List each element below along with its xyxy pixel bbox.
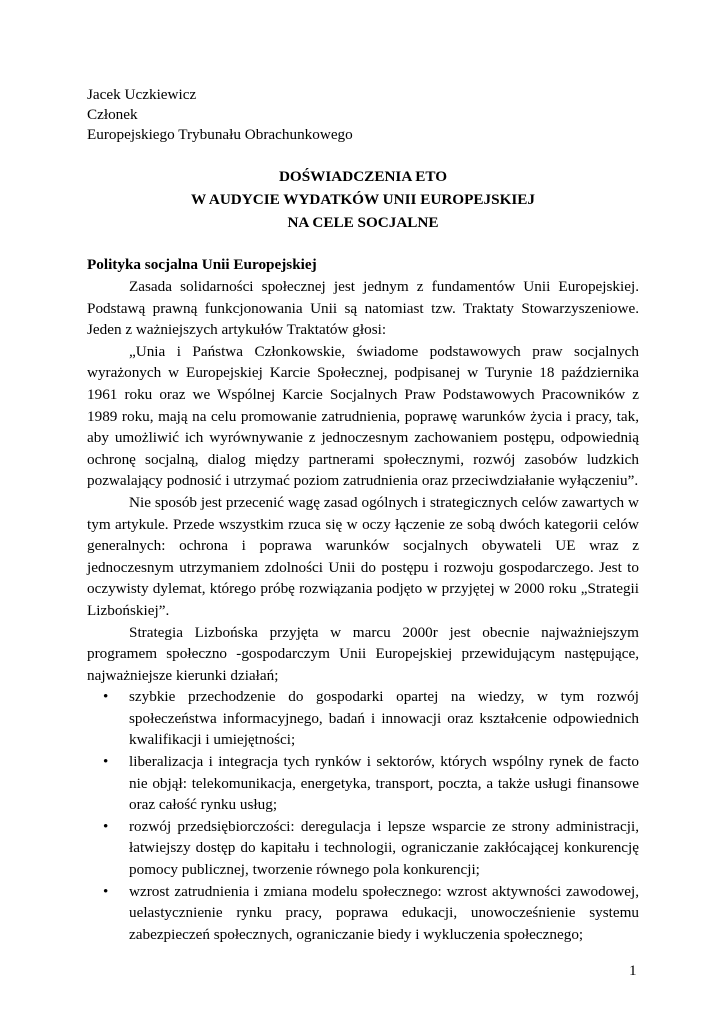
bullet-icon: • [103,688,109,706]
paragraph-quote: „Unia i Państwa Członkowskie, świadome podstawowych praw socjalnych wyrażonych w Europejskiej Karcie Społecznej, podpisanej w Turynie 18 października 1961 roku oraz we Wspólnej Karcie Socjalnych Praw Podstawowych Pracowników z 1989 roku, mają na celu promowanie zatrudnienia, poprawę warunków życia i pracy, tak, aby umożliwić ich wyrównywanie z jednoczesnym zachowaniem postępu, odpowiednią ochronę socjalną, dialog między partnerami społecznymi, rozwój zasobów ludzkich pozwalający podnosić i utrzymać poziom zatrudnienia oraz przeciwdziałanie wyłączeniu”. [87,342,639,490]
list-item-text: szybkie przechodzenie do gospodarki opartej na wiedzy, w tym rozwój społeczeństwa informacyjnego, badań i innowacji oraz kształcenie odpowiednich kwalifikacji i umiejętności; [129,688,639,749]
document-page [87,85,639,945]
list-item [87,816,639,881]
bullet-icon: • [103,882,109,900]
author-block [87,85,639,145]
author-role: Członek [87,106,138,123]
page-number: 1 [629,962,637,979]
section-heading: Polityka socjalna Unii Europejskiej [87,256,317,273]
list-item-text: rozwój przedsiębiorczości: deregulacja i lepsze wsparcie ze strony administracji, łatwiejszy dostęp do kapitału i technologii, ograniczanie zakłócającej konkurencję pomocy publicznej, tworzenie równego pola konkurencji; [129,817,639,879]
list-item-text: wzrost zatrudnienia i zmiana modelu społecznego: wzrost aktywności zawodowej, uelastycznienie rynku pracy, poprawa edukacji, unowocześnienie systemu zabezpieczeń społecznych, ograniczanie biedy i wykluczenia społecznego; [129,882,639,943]
title-line-2: W AUDYCIE WYDATKÓW UNII EUROPEJSKIEJ [190,191,536,208]
author-name: Jacek Uczkiewicz [87,86,197,103]
title-line-3: NA CELE SOCJALNE [287,214,439,231]
bullet-icon: • [103,753,109,771]
list-item-text: liberalizacja i integracja tych rynków i sektorów, których wspólny rynek de facto nie objął: telekomunikacja, energetyka, transport, poczta, a także usługi finansowe oraz całość rynku usług; [129,753,639,814]
document-title [87,165,639,234]
title-line-1: DOŚWIADCZENIA ETO [278,168,448,185]
list-item [87,751,639,816]
list-item [87,881,639,946]
list-item [87,686,639,751]
bullet-icon: • [103,817,109,835]
paragraph-3: Nie sposób jest przecenić wagę zasad ogólnych i strategicznych celów zawartych w tym artykule. Przede wszystkim rzuca się w oczy łączenie ze sobą dwóch kategorii celów generalnych: ochrona i poprawa warunków socjalnych obywateli UE wraz z jednoczesnym utrzymaniem zdolności Unii do postępu i rozwoju gospodarczego. Jest to oczywisty dylemat, którego próbę rozwiązania podjęto w przyjętej w 2000 roku „Strategii Lizbońskiej”. [87,493,639,619]
bullet-list [87,686,639,945]
paragraph-4: Strategia Lizbońska przyjęta w marcu 2000r jest obecnie najważniejszym programem społeczno -gospodarczym Unii Europejskiej przewidującym następujące, najważniejsze kierunki działań; [87,623,639,684]
author-institution: Europejskiego Trybunału Obrachunkowego [87,126,353,143]
paragraph-1: Zasada solidarności społecznej jest jednym z fundamentów Unii Europejskiej. Podstawą prawną funkcjonowania Unii są natomiast tzw. Traktaty Stowarzyszeniowe. Jeden z ważniejszych artykułów Traktatów głosi: [87,278,639,339]
